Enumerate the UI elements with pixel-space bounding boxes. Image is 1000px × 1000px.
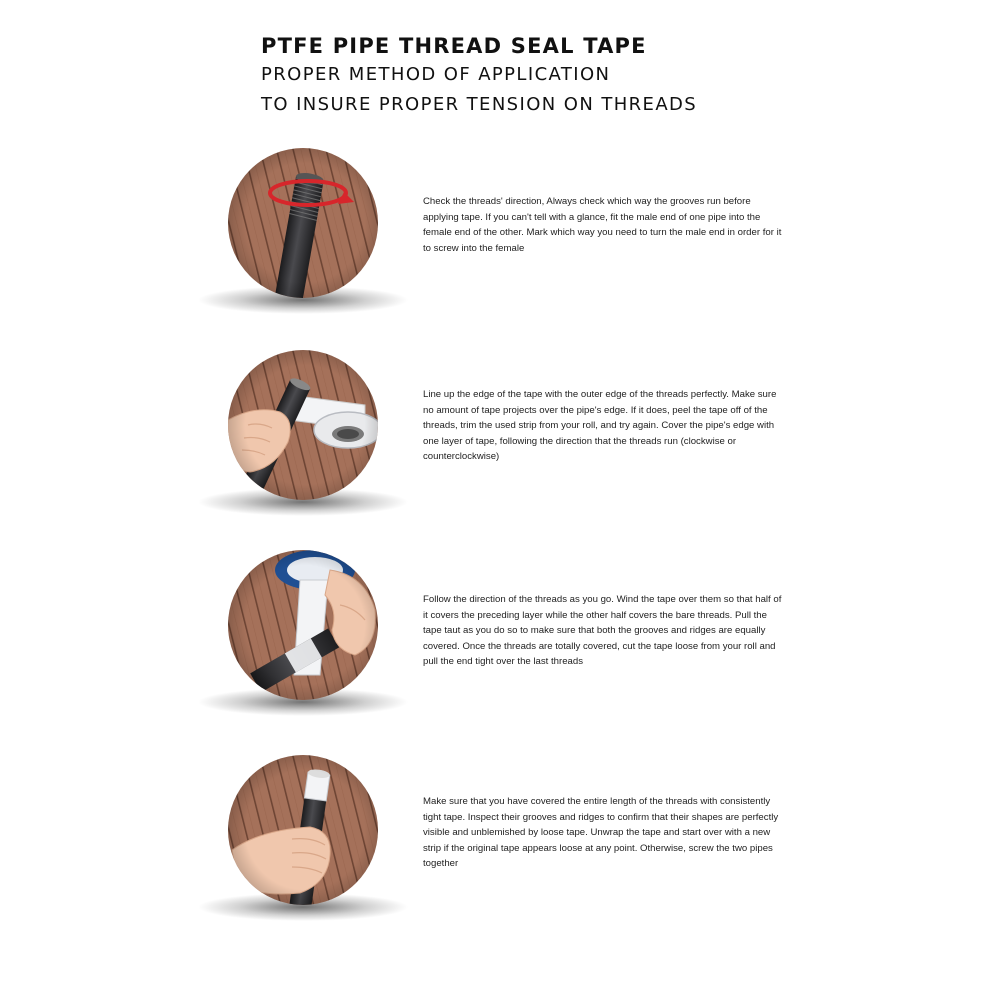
tape-wrapping-icon <box>160 550 450 740</box>
finished-pipe-in-hand-icon <box>160 755 450 945</box>
page-title: PTFE PIPE THREAD SEAL TAPE <box>261 34 647 58</box>
step-1 <box>0 148 1000 348</box>
step-1-text: Check the threads' direction, Always check which way the grooves run before applying tape. If you can't tell with a glance, fit the male end of one pipe into the female end of the other. Mark which way you need to turn the male end in order for it to screw into the female <box>423 196 782 254</box>
page-subtitle-line2: TO INSURE PROPER TENSION ON THREADS <box>261 94 698 115</box>
step-3 <box>0 550 1000 750</box>
step-2-text: Line up the edge of the tape with the outer edge of the threads perfectly. Make sure no amount of tape projects over the pipe's edge. If it does, peel the tape off of the threads, trim the used strip from your roll, and try again. Cover the pipe's edge with one layer of tape, following the direction that the threads run (clockwise or counterclockwise) <box>423 389 777 463</box>
step-4-text: Make sure that you have covered the entire length of the threads with consistently tight tape. Inspect their grooves and ridges to confirm that their shapes are perfectly visible and unblemished by loose tape. Unwrap the tape and start over with a new strip if the original tape appears loose at any point. Otherwise, screw the two pipes together <box>423 796 779 870</box>
page-subtitle-line1: PROPER METHOD OF APPLICATION <box>261 64 611 85</box>
pipe-threads-direction-icon <box>160 148 450 338</box>
tape-edge-alignment-icon <box>160 350 450 540</box>
step-3-text: Follow the direction of the threads as you go. Wind the tape over them so that half of it covers the preceding layer while the other half covers the bare threads. Pull the tape taut as you do so to make sure that both the grooves and ridges are equally covered. Once the threads are totally covered, cut the tape loose from your roll and pull the end tight over the last threads <box>423 594 782 668</box>
step-4 <box>0 755 1000 955</box>
step-2 <box>0 350 1000 550</box>
